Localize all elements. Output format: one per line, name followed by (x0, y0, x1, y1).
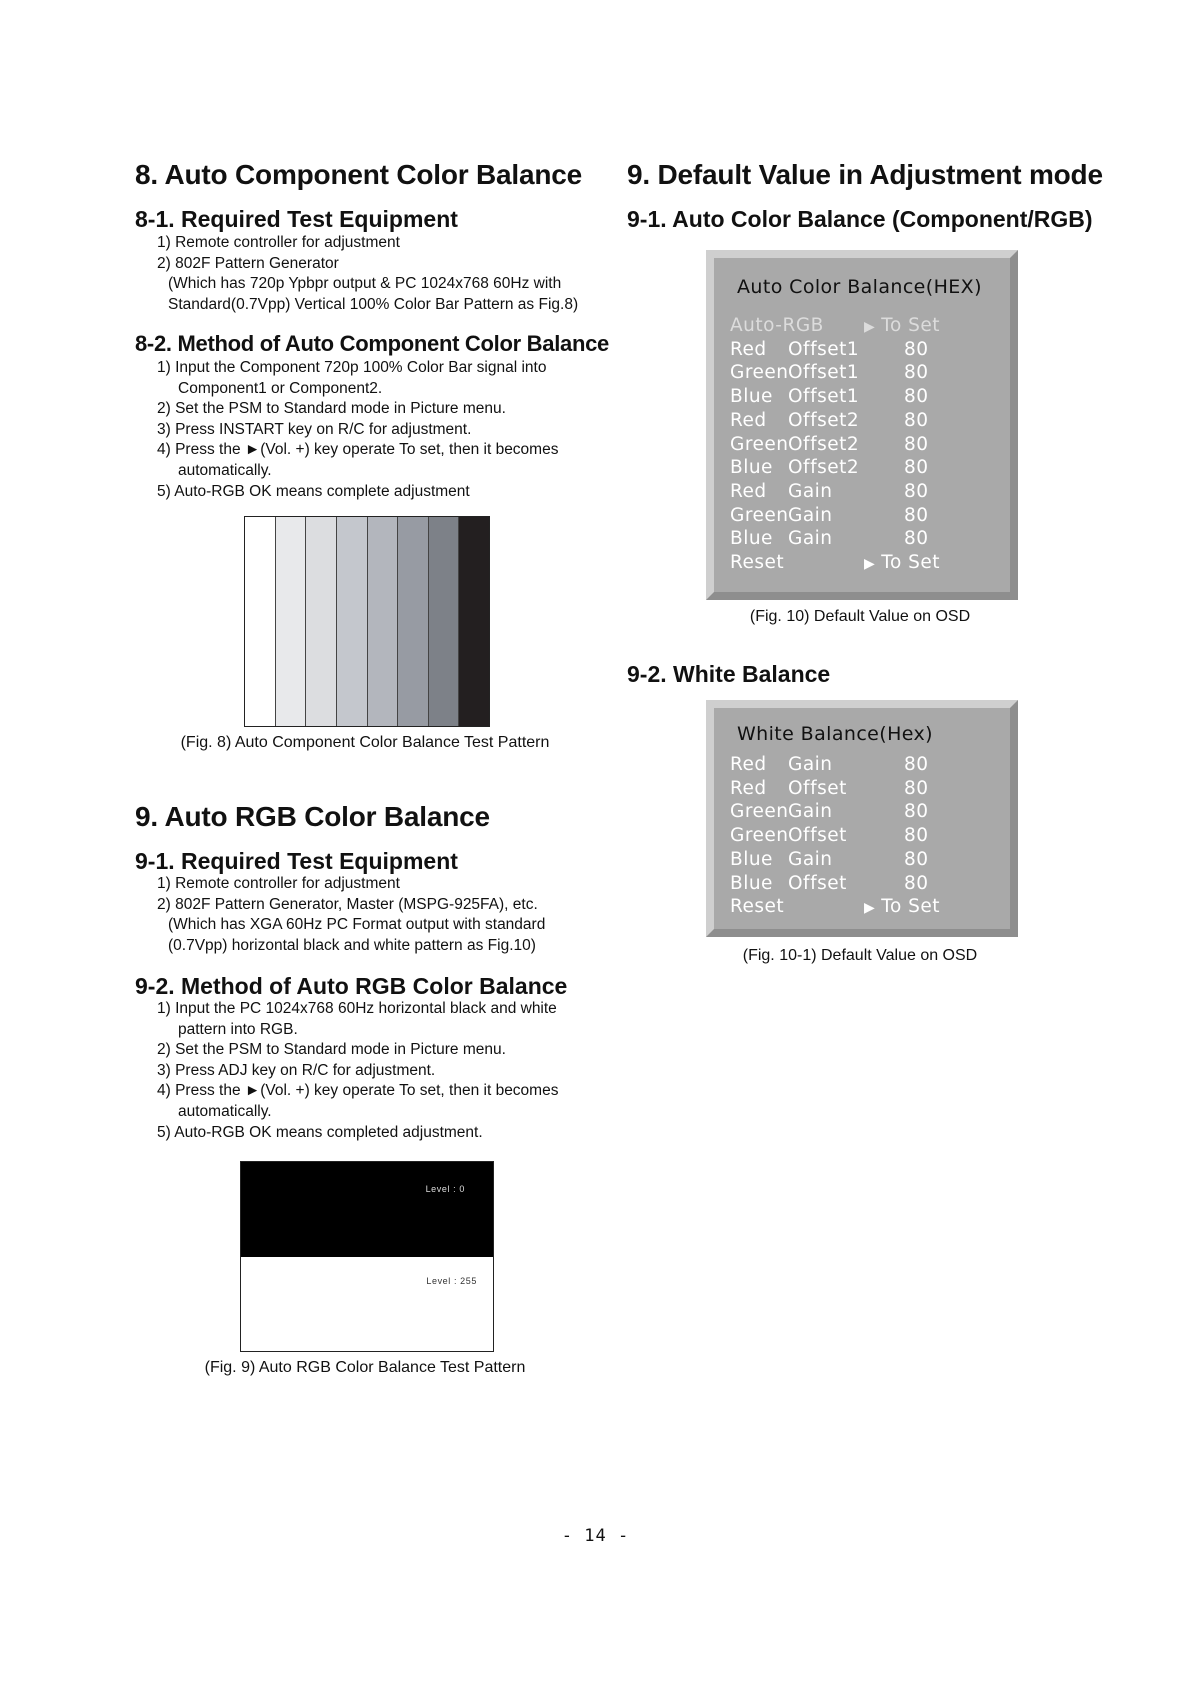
osd-row (714, 825, 1010, 849)
osd-auto-color-balance (706, 250, 1018, 600)
fig8-caption: (Fig. 8) Auto Component Color Balance Test Pattern (180, 734, 550, 751)
osd-cell: Offset (788, 825, 847, 847)
osd-row (714, 362, 1010, 386)
color-bar-7 (429, 517, 460, 726)
osd-row (714, 896, 1010, 920)
list-item: 3) Press INSTART key on R/C for adjustment. (157, 420, 472, 438)
osd-row (714, 315, 1010, 339)
list-item: 5) Auto-RGB OK means completed adjustment. (157, 1123, 483, 1141)
osd-cell: Green (730, 801, 789, 823)
osd-cell: 80 (904, 362, 929, 384)
list-item-continuation: automatically. (178, 1102, 272, 1120)
list-item-continuation: pattern into RGB. (178, 1020, 298, 1038)
osd-row (714, 778, 1010, 802)
osd-cell: Blue (730, 872, 773, 894)
list-item (157, 461, 597, 482)
osd-cell (864, 552, 940, 573)
list-item: 5) Auto-RGB OK means complete adjustment (157, 482, 470, 500)
section-9-default-title: 9. Default Value in Adjustment mode (627, 159, 1103, 190)
osd-cell: 80 (904, 409, 929, 431)
section-8-2-list (157, 358, 597, 502)
level-0-label: Level : 0 (425, 1184, 465, 1194)
osd-cell: Reset (730, 552, 785, 573)
osd-row (714, 481, 1010, 505)
list-item: 1) Remote controller for adjustment (157, 875, 400, 892)
osd-cell: Red (730, 777, 767, 799)
osd-cell: Offset2 (788, 433, 860, 455)
osd-cell: Red (730, 409, 767, 431)
list-item (157, 295, 597, 316)
fig9-black-white-pattern (240, 1161, 494, 1352)
play-arrow-icon: ▶ (864, 319, 876, 335)
list-item (157, 915, 597, 936)
osd-cell: 80 (904, 386, 929, 408)
section-9-1-osd-title: 9-1. Auto Color Balance (Component/RGB) (627, 206, 1093, 232)
fig10-caption: (Fig. 10) Default Value on OSD (749, 608, 971, 625)
osd-cell: Reset (730, 896, 785, 918)
osd-row (714, 801, 1010, 825)
list-item: 3) Press ADJ key on R/C for adjustment. (157, 1061, 436, 1079)
osd-cell: 80 (904, 338, 929, 360)
osd-cell: 80 (904, 480, 929, 502)
section-8-title: 8. Auto Component Color Balance (135, 159, 583, 190)
osd-cell: Offset2 (788, 409, 860, 431)
list-item: 2) 802F Pattern Generator, Master (MSPG-925FA), etc. (157, 895, 538, 913)
color-bar-8 (459, 517, 489, 726)
osd-cell: Red (730, 754, 767, 775)
section-9-2-white-balance-title: 9-2. White Balance (627, 661, 831, 687)
section-9-2-title: 9-2. Method of Auto RGB Color Balance (135, 973, 568, 999)
osd-cell: Green (730, 825, 789, 847)
osd-cell: 80 (904, 848, 929, 870)
color-bar-4 (337, 517, 368, 726)
osd-cell: 80 (904, 801, 929, 823)
osd-row (714, 873, 1010, 897)
section-8-2-title: 8-2. Method of Auto Component Color Balance (135, 331, 609, 356)
color-bar-6 (398, 517, 429, 726)
list-item: 2) Set the PSM to Standard mode in Picture menu. (157, 400, 506, 418)
osd-cell: Offset1 (788, 386, 860, 408)
list-item: 4) Press the ►(Vol. +) key operate To set, then it becomes (157, 1082, 559, 1100)
osd-cell: Green (730, 433, 789, 455)
list-item: 1) Input the Component 720p 100% Color Bar signal into (157, 359, 547, 376)
osd-cell: Red (730, 338, 767, 360)
osd-action-label: To Set (881, 552, 941, 573)
osd-row (714, 339, 1010, 363)
osd-row (714, 386, 1010, 410)
section-9-1-title: 9-1. Required Test Equipment (135, 848, 458, 874)
fig8-color-bar-pattern (244, 516, 490, 727)
osd-cell: Blue (730, 457, 773, 479)
osd-cell: Gain (788, 801, 833, 823)
osd-cell: 80 (904, 777, 929, 799)
osd-cell: Gain (788, 528, 833, 550)
osd-cell: Offset1 (788, 362, 860, 384)
black-region (241, 1162, 493, 1257)
osd-row (714, 849, 1010, 873)
osd-cell: Gain (788, 754, 833, 775)
osd-row (714, 528, 1010, 552)
osd-cell: Green (730, 362, 789, 384)
white-region (241, 1257, 493, 1350)
color-bar-5 (368, 517, 399, 726)
osd-cell: Offset (788, 872, 847, 894)
osd-cell: Blue (730, 848, 773, 870)
osd-cell: 80 (904, 754, 929, 775)
osd-cell: Red (730, 480, 767, 502)
osd-cell: 80 (904, 457, 929, 479)
osd-cell: Blue (730, 528, 773, 550)
fig9-caption: (Fig. 9) Auto RGB Color Balance Test Pattern (204, 1359, 526, 1376)
osd-cell (864, 315, 940, 336)
list-item: 2) 802F Pattern Generator (157, 254, 339, 272)
play-arrow-icon: ▶ (864, 556, 876, 572)
color-bar-2 (276, 517, 307, 726)
osd-cell: Offset (788, 777, 847, 799)
osd-white-balance (706, 700, 1018, 937)
osd-cell: 80 (904, 528, 929, 550)
list-item (157, 1102, 597, 1123)
color-bar-1 (245, 517, 276, 726)
osd-cell: Blue (730, 386, 773, 408)
osd-cell: 80 (904, 504, 929, 526)
osd-cell: 80 (904, 433, 929, 455)
note-line: Standard(0.7Vpp) Vertical 100% Color Bar Pattern as Fig.8) (168, 295, 579, 313)
note-line: (Which has 720p Ypbpr output & PC 1024x768 60Hz with (168, 275, 562, 293)
list-item (157, 936, 597, 957)
list-item-continuation: Component1 or Component2. (178, 379, 383, 397)
osd-cell (864, 896, 940, 917)
note-line: (0.7Vpp) horizontal black and white pattern as Fig.10) (168, 936, 536, 954)
list-item: 1) Remote controller for adjustment (157, 234, 400, 251)
osd-cell: 80 (904, 872, 929, 894)
color-bar-3 (306, 517, 337, 726)
play-arrow-icon: ▶ (864, 900, 876, 917)
section-8-1-title: 8-1. Required Test Equipment (135, 206, 458, 232)
osd-row (714, 754, 1010, 778)
osd-row (714, 552, 1010, 576)
section-9-1-list (157, 874, 597, 956)
osd-cell: Gain (788, 480, 833, 502)
page-number: - 14 - (561, 1526, 630, 1546)
fig10-1-caption: (Fig. 10-1) Default Value on OSD (742, 947, 978, 964)
section-8-1-list (157, 233, 597, 315)
osd-cell: 80 (904, 825, 929, 847)
osd-cell: Auto-RGB (730, 315, 824, 336)
list-item (157, 379, 597, 400)
osd-cell: Offset1 (788, 338, 860, 360)
section-9-title: 9. Auto RGB Color Balance (135, 801, 490, 832)
note-line: (Which has XGA 60Hz PC Format output with standard (168, 916, 546, 934)
list-item: 4) Press the ►(Vol. +) key operate To set, then it becomes (157, 441, 559, 459)
osd-action-label: To Set (881, 896, 941, 918)
list-item (157, 274, 597, 295)
osd-row (714, 505, 1010, 529)
list-item: 2) Set the PSM to Standard mode in Picture menu. (157, 1041, 506, 1059)
osd-title: Auto Color Balance(HEX) (737, 276, 982, 298)
list-item (157, 1020, 597, 1041)
osd-title: White Balance(Hex) (737, 723, 933, 745)
level-255-label: Level : 255 (426, 1276, 477, 1286)
osd-row (714, 410, 1010, 434)
list-item: 1) Input the PC 1024x768 60Hz horizontal black and white (157, 1000, 557, 1017)
osd-row (714, 434, 1010, 458)
osd-action-label: To Set (881, 315, 941, 336)
osd-cell: Offset2 (788, 457, 860, 479)
section-9-2-list (157, 999, 597, 1143)
osd-cell: Green (730, 504, 789, 526)
osd-cell: Gain (788, 848, 833, 870)
osd-cell: Gain (788, 504, 833, 526)
list-item-continuation: automatically. (178, 461, 272, 479)
osd-row (714, 457, 1010, 481)
